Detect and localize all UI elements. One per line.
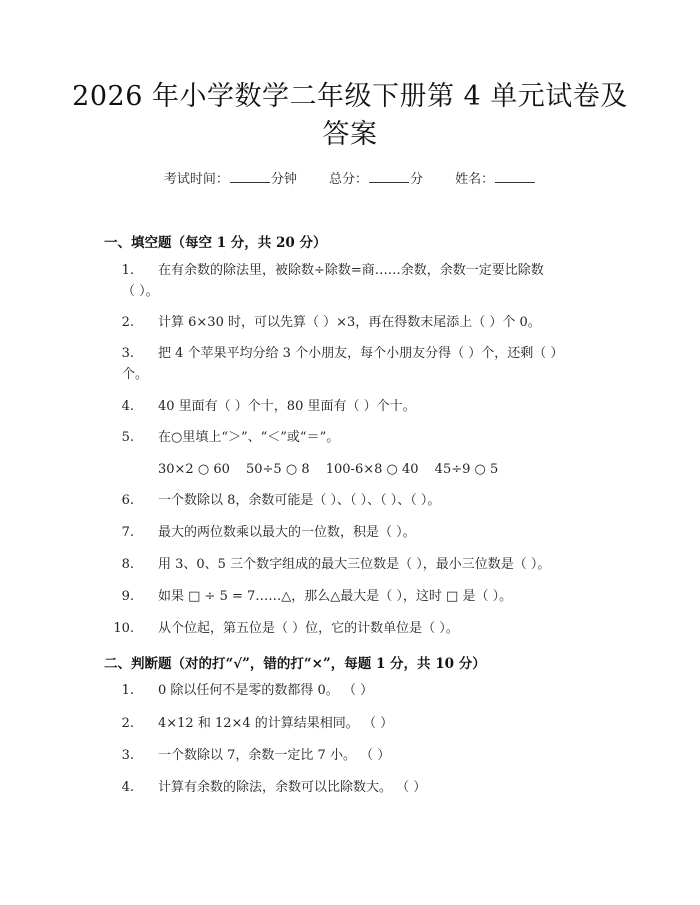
time-blank[interactable] xyxy=(230,170,270,183)
question-number: 6. xyxy=(121,493,134,508)
question-4 xyxy=(104,396,594,417)
question-number: 2. xyxy=(121,716,134,731)
question-number: 2. xyxy=(121,315,134,330)
question-text: 最大的两位数乘以最大的一位数，积是（ ）。 xyxy=(158,525,416,540)
question-number: 4. xyxy=(121,780,134,795)
page-title xyxy=(60,78,640,154)
judgement-4 xyxy=(104,777,594,798)
question-number: 1. xyxy=(121,683,134,698)
name-blank[interactable] xyxy=(495,170,535,183)
question-text-cont: 个。 xyxy=(122,367,149,382)
question-2 xyxy=(104,312,594,333)
question-text: 从个位起，第五位是（ ）位，它的计数单位是（ ）。 xyxy=(158,621,459,636)
question-3 xyxy=(104,343,594,385)
expression: 50÷5 ○ 8 xyxy=(246,462,310,477)
question-number: 10. xyxy=(113,621,134,636)
exam-time xyxy=(164,168,297,187)
exam-meta xyxy=(0,168,700,187)
question-text: 4×12 和 12×4 的计算结果相同。 （ ） xyxy=(158,716,394,731)
question-text: 把 4 个苹果平均分给 3 个小朋友，每个小朋友分得（ ）个，还剩（ ） xyxy=(158,346,564,361)
time-label: 考试时间： xyxy=(163,172,229,187)
question-1 xyxy=(104,260,594,302)
question-8 xyxy=(104,554,594,575)
question-text: 计算有余数的除法，余数可以比除数大。 （ ） xyxy=(158,780,427,795)
score-blank[interactable] xyxy=(369,170,409,183)
expression: 30×2 ○ 60 xyxy=(158,462,230,477)
question-text: 用 3、0、5 三个数字组成的最大三位数是（ ），最小三位数是（ ）。 xyxy=(158,557,551,572)
question-number: 7. xyxy=(121,525,134,540)
question-number: 9. xyxy=(121,589,134,604)
judgement-3 xyxy=(104,745,594,766)
question-number: 3. xyxy=(121,346,134,361)
expression: 100-6×8 ○ 40 xyxy=(325,462,419,477)
question-text: 在有余数的除法里，被除数÷除数=商……余数，余数一定要比除数 xyxy=(158,263,544,278)
judgement-2 xyxy=(104,713,594,734)
question-10 xyxy=(104,618,594,639)
judgement-1 xyxy=(104,680,594,701)
question-text: 计算 6×30 时，可以先算（ ）×3，再在得数末尾添上（ ）个 0。 xyxy=(158,315,541,330)
question-text: 0 除以任何不是零的数都得 0。 （ ） xyxy=(158,683,374,698)
time-unit: 分钟 xyxy=(270,172,297,187)
score-label: 总分： xyxy=(328,172,368,187)
question-text: 一个数除以 8，余数可能是（ ）、（ ）、（ ）、（ ）。 xyxy=(158,493,441,508)
question-number: 8. xyxy=(121,557,134,572)
question-number: 5. xyxy=(121,430,134,445)
question-6 xyxy=(104,490,594,511)
question-9 xyxy=(104,586,594,607)
student-name xyxy=(455,168,536,187)
score-unit: 分 xyxy=(410,172,424,187)
name-label: 姓名： xyxy=(455,172,495,187)
section-2-title: 二、判断题（对的打“√”，错的打“×”，每题 1 分，共 10 分） xyxy=(104,656,486,672)
question-number: 4. xyxy=(121,399,134,414)
question-number: 3. xyxy=(121,748,134,763)
question-number: 1. xyxy=(121,263,134,278)
comparison-expressions xyxy=(158,462,510,477)
total-score xyxy=(329,168,423,187)
question-text: 在○里填上“＞”、“＜”或“＝”。 xyxy=(158,430,340,445)
question-text-cont: （ ）。 xyxy=(122,284,159,299)
question-text: 40 里面有（ ）个十，80 里面有（ ）个十。 xyxy=(158,399,416,414)
expression: 45÷9 ○ 5 xyxy=(434,462,499,477)
question-text: 一个数除以 7，余数一定比 7 小。 （ ） xyxy=(158,748,391,763)
section-1-title: 一、填空题（每空 1 分，共 20 分） xyxy=(104,235,327,251)
question-5 xyxy=(104,427,594,448)
title-line-2: 答案 xyxy=(322,119,378,150)
question-text: 如果 □ ÷ 5 = 7……△，那么△最大是（ ），这时 □ 是（ ）。 xyxy=(158,589,513,604)
question-7 xyxy=(104,522,594,543)
title-line-1: 2026 年小学数学二年级下册第 4 单元试卷及 xyxy=(72,81,628,112)
